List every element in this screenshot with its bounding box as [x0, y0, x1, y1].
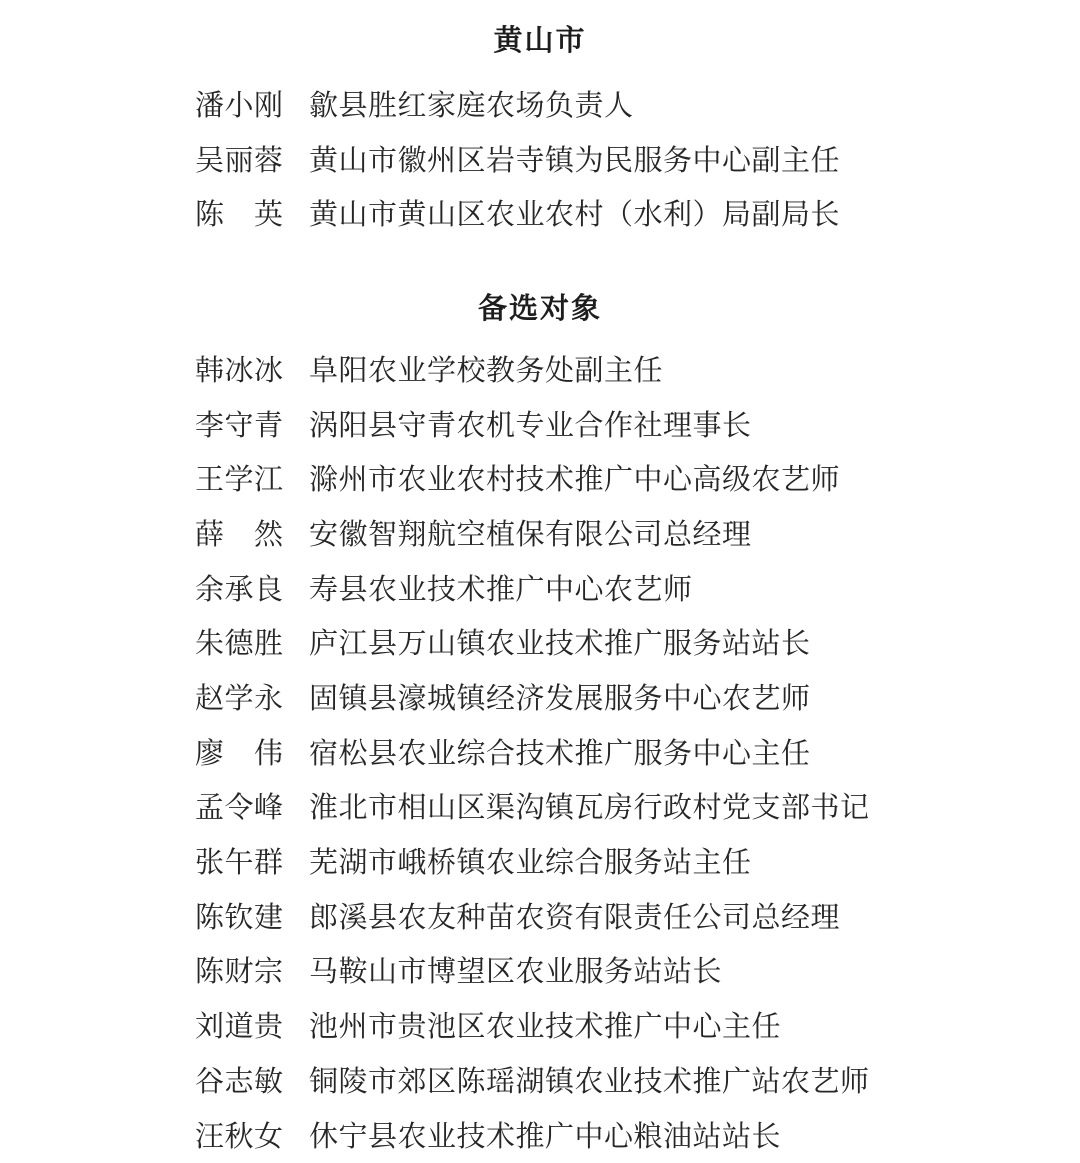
entry-name: 廖 伟 — [195, 737, 284, 770]
entry-title: 淮北市相山区渠沟镇瓦房行政村党支部书记 — [309, 792, 870, 825]
entry-name: 谷志敏 — [195, 1065, 284, 1098]
entry-name: 潘小刚 — [195, 89, 284, 122]
entry-name: 朱德胜 — [195, 628, 284, 661]
entry-title: 郎溪县农友种苗农资有限责任公司总经理 — [309, 901, 841, 934]
entry-title: 歙县胜红家庭农场负责人 — [309, 89, 634, 122]
entry-row — [0, 997, 1080, 1052]
entry-title: 池州市贵池区农业技术推广中心主任 — [309, 1011, 782, 1044]
entry-title: 铜陵市郊区陈瑶湖镇农业技术推广站农艺师 — [309, 1065, 870, 1098]
entry-title: 安徽智翔航空植保有限公司总经理 — [309, 518, 752, 551]
entry-row — [0, 669, 1080, 724]
entry-title: 休宁县农业技术推广中心粮油站站长 — [309, 1120, 782, 1153]
entry-title: 宿松县农业综合技术推广服务中心主任 — [309, 737, 811, 770]
entry-name: 孟令峰 — [195, 792, 284, 825]
entry-row — [0, 131, 1080, 186]
entry-list-huangshan — [0, 76, 1080, 240]
entry-name: 汪秋女 — [195, 1120, 284, 1153]
entry-name: 陈钦建 — [195, 901, 284, 934]
entry-title: 芜湖市峨桥镇农业综合服务站主任 — [309, 847, 752, 880]
entry-row — [0, 724, 1080, 779]
entry-name: 刘道贵 — [195, 1011, 284, 1044]
section-title-alternates: 备选对象 — [477, 293, 602, 326]
entry-name: 李守青 — [195, 409, 284, 442]
entry-row — [0, 396, 1080, 451]
entry-title: 黄山市黄山区农业农村（水利）局副局长 — [309, 199, 841, 232]
section-huangshan — [0, 22, 1080, 240]
section-alternates — [0, 290, 1080, 1161]
entry-row — [0, 76, 1080, 131]
entry-list-alternates — [0, 341, 1080, 1161]
entry-title: 阜阳农业学校教务处副主任 — [309, 354, 664, 387]
entry-row — [0, 888, 1080, 943]
entry-row — [0, 450, 1080, 505]
entry-row — [0, 615, 1080, 670]
entry-name: 张午群 — [195, 847, 284, 880]
entry-name: 吴丽蓉 — [195, 144, 284, 177]
entry-title: 马鞍山市博望区农业服务站站长 — [309, 956, 723, 989]
entry-name: 薛 然 — [195, 518, 284, 551]
entry-title: 寿县农业技术推广中心农艺师 — [309, 573, 693, 606]
entry-name: 陈 英 — [195, 199, 284, 232]
entry-name: 赵学永 — [195, 683, 284, 716]
entry-row — [0, 505, 1080, 560]
entry-row — [0, 560, 1080, 615]
entry-name: 陈财宗 — [195, 956, 284, 989]
entry-name: 王学江 — [195, 464, 284, 497]
entry-row — [0, 185, 1080, 240]
entry-name: 韩冰冰 — [195, 354, 284, 387]
entry-row — [0, 943, 1080, 998]
entry-name: 余承良 — [195, 573, 284, 606]
entry-row — [0, 1052, 1080, 1107]
entry-row — [0, 779, 1080, 834]
section-title-huangshan: 黄山市 — [493, 25, 587, 57]
entry-row — [0, 1107, 1080, 1162]
entry-row — [0, 341, 1080, 396]
entry-title: 庐江县万山镇农业技术推广服务站站长 — [309, 628, 811, 661]
entry-title: 黄山市徽州区岩寺镇为民服务中心副主任 — [309, 144, 841, 177]
entry-title: 涡阳县守青农机专业合作社理事长 — [309, 409, 752, 442]
entry-title: 固镇县濠城镇经济发展服务中心农艺师 — [309, 683, 811, 716]
entry-title: 滁州市农业农村技术推广中心高级农艺师 — [309, 464, 841, 497]
entry-row — [0, 833, 1080, 888]
